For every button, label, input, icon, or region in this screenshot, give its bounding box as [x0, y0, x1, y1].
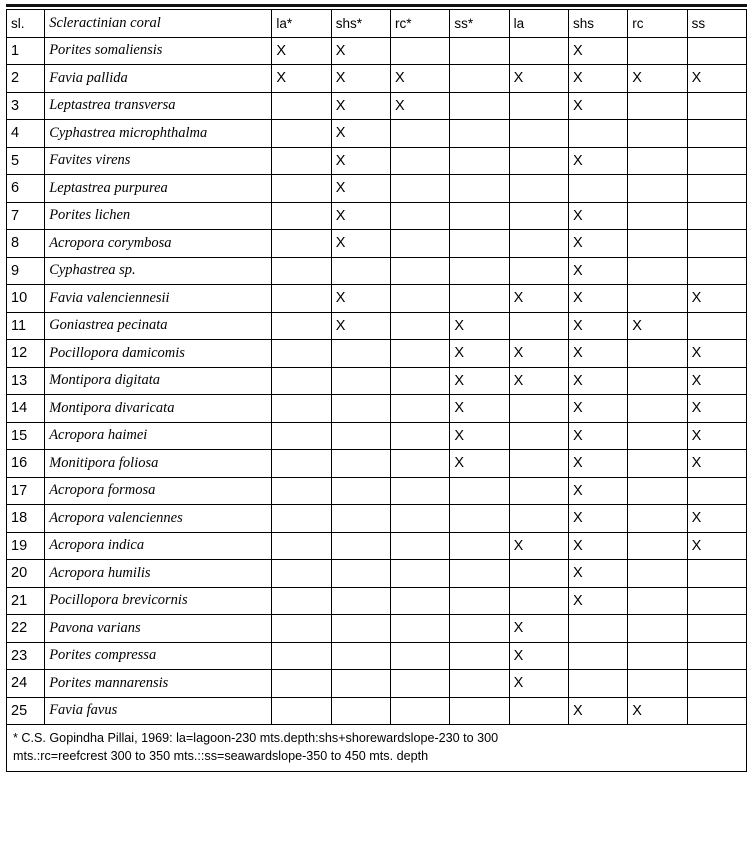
cell-shs-star: X — [331, 285, 390, 313]
table-row — [7, 477, 747, 505]
cell-ss: X — [687, 367, 746, 395]
cell-shs: X — [568, 422, 627, 450]
cell-la-star — [272, 395, 331, 423]
cell-rc — [628, 257, 687, 285]
cell-rc — [628, 587, 687, 615]
table-row — [7, 367, 747, 395]
cell-la: X — [509, 642, 568, 670]
cell-rc-star — [391, 670, 450, 698]
cell-ss-star: X — [450, 367, 509, 395]
cell-rc-star — [391, 450, 450, 478]
table-row — [7, 587, 747, 615]
cell-la-star — [272, 312, 331, 340]
table-row — [7, 285, 747, 313]
row-serial-number: 5 — [7, 147, 45, 175]
cell-ss — [687, 312, 746, 340]
cell-la-star — [272, 202, 331, 230]
cell-ss-star — [450, 120, 509, 148]
cell-ss-star — [450, 477, 509, 505]
table-row — [7, 257, 747, 285]
cell-la: X — [509, 367, 568, 395]
cell-rc-star — [391, 560, 450, 588]
cell-ss — [687, 120, 746, 148]
top-rule — [6, 4, 747, 7]
row-serial-number: 3 — [7, 92, 45, 120]
cell-shs-star — [331, 532, 390, 560]
cell-shs-star — [331, 367, 390, 395]
row-serial-number: 22 — [7, 615, 45, 643]
row-serial-number: 19 — [7, 532, 45, 560]
row-serial-number: 2 — [7, 65, 45, 93]
row-serial-number: 11 — [7, 312, 45, 340]
table-row — [7, 147, 747, 175]
row-serial-number: 10 — [7, 285, 45, 313]
table-row — [7, 92, 747, 120]
row-serial-number: 25 — [7, 697, 45, 725]
cell-shs: X — [568, 560, 627, 588]
cell-ss-star — [450, 92, 509, 120]
table-row — [7, 697, 747, 725]
table-row — [7, 395, 747, 423]
row-serial-number: 14 — [7, 395, 45, 423]
cell-rc — [628, 367, 687, 395]
cell-rc-star — [391, 587, 450, 615]
row-coral-name: Goniastrea pecinata — [45, 312, 272, 340]
cell-shs: X — [568, 37, 627, 65]
column-header-la: la — [509, 10, 568, 38]
cell-shs: X — [568, 230, 627, 258]
cell-shs — [568, 120, 627, 148]
cell-shs-star: X — [331, 120, 390, 148]
cell-ss — [687, 92, 746, 120]
cell-la-star — [272, 120, 331, 148]
cell-ss — [687, 257, 746, 285]
cell-la-star — [272, 477, 331, 505]
cell-rc-star — [391, 532, 450, 560]
cell-ss-star: X — [450, 422, 509, 450]
cell-la: X — [509, 340, 568, 368]
row-serial-number: 18 — [7, 505, 45, 533]
cell-shs: X — [568, 367, 627, 395]
cell-rc-star — [391, 697, 450, 725]
cell-la — [509, 120, 568, 148]
cell-la-star — [272, 147, 331, 175]
cell-rc: X — [628, 697, 687, 725]
cell-shs-star — [331, 340, 390, 368]
cell-shs — [568, 615, 627, 643]
cell-shs-star — [331, 450, 390, 478]
row-serial-number: 4 — [7, 120, 45, 148]
cell-ss: X — [687, 340, 746, 368]
table-row — [7, 642, 747, 670]
cell-rc — [628, 450, 687, 478]
cell-shs: X — [568, 532, 627, 560]
cell-shs-star: X — [331, 230, 390, 258]
row-serial-number: 15 — [7, 422, 45, 450]
cell-la-star — [272, 642, 331, 670]
cell-ss-star — [450, 65, 509, 93]
column-header-rc: rc — [628, 10, 687, 38]
column-header-shs-star: shs* — [331, 10, 390, 38]
cell-shs: X — [568, 395, 627, 423]
cell-shs: X — [568, 312, 627, 340]
cell-la-star — [272, 422, 331, 450]
cell-ss-star: X — [450, 450, 509, 478]
cell-rc-star — [391, 257, 450, 285]
cell-rc — [628, 532, 687, 560]
cell-rc — [628, 147, 687, 175]
cell-shs: X — [568, 202, 627, 230]
cell-ss-star — [450, 230, 509, 258]
row-coral-name: Porites lichen — [45, 202, 272, 230]
cell-la-star — [272, 587, 331, 615]
row-serial-number: 1 — [7, 37, 45, 65]
cell-shs: X — [568, 285, 627, 313]
cell-la — [509, 422, 568, 450]
cell-ss-star — [450, 175, 509, 203]
row-serial-number: 21 — [7, 587, 45, 615]
cell-rc — [628, 505, 687, 533]
cell-rc-star — [391, 340, 450, 368]
cell-shs-star — [331, 642, 390, 670]
row-coral-name: Pocillopora damicomis — [45, 340, 272, 368]
row-coral-name: Cyphastrea sp. — [45, 257, 272, 285]
row-serial-number: 20 — [7, 560, 45, 588]
column-header-rc-star: rc* — [391, 10, 450, 38]
table-row — [7, 450, 747, 478]
cell-ss — [687, 230, 746, 258]
cell-la-star — [272, 615, 331, 643]
cell-ss — [687, 615, 746, 643]
cell-shs: X — [568, 257, 627, 285]
table-row — [7, 532, 747, 560]
cell-shs-star: X — [331, 147, 390, 175]
cell-la — [509, 37, 568, 65]
row-coral-name: Cyphastrea microphthalma — [45, 120, 272, 148]
cell-shs-star — [331, 697, 390, 725]
table-footer — [7, 725, 747, 772]
cell-rc — [628, 285, 687, 313]
cell-ss-star: X — [450, 340, 509, 368]
cell-shs-star: X — [331, 175, 390, 203]
table-row — [7, 422, 747, 450]
cell-shs: X — [568, 505, 627, 533]
cell-rc-star — [391, 285, 450, 313]
table-row — [7, 505, 747, 533]
cell-shs: X — [568, 92, 627, 120]
cell-rc-star: X — [391, 92, 450, 120]
table-row — [7, 65, 747, 93]
cell-shs-star: X — [331, 65, 390, 93]
cell-ss — [687, 560, 746, 588]
row-serial-number: 9 — [7, 257, 45, 285]
cell-ss — [687, 147, 746, 175]
cell-la-star — [272, 257, 331, 285]
row-coral-name: Acropora humilis — [45, 560, 272, 588]
row-coral-name: Favites virens — [45, 147, 272, 175]
row-coral-name: Monitipora foliosa — [45, 450, 272, 478]
footnote-cell — [7, 725, 747, 772]
row-coral-name: Porites compressa — [45, 642, 272, 670]
cell-rc-star — [391, 367, 450, 395]
row-serial-number: 23 — [7, 642, 45, 670]
cell-la — [509, 257, 568, 285]
cell-la — [509, 92, 568, 120]
cell-shs: X — [568, 587, 627, 615]
row-coral-name: Montipora digitata — [45, 367, 272, 395]
cell-shs-star — [331, 395, 390, 423]
cell-rc-star: X — [391, 65, 450, 93]
cell-la — [509, 230, 568, 258]
cell-ss-star — [450, 257, 509, 285]
cell-rc — [628, 642, 687, 670]
cell-ss — [687, 37, 746, 65]
table-row — [7, 312, 747, 340]
cell-ss-star — [450, 505, 509, 533]
cell-rc-star — [391, 505, 450, 533]
cell-rc-star — [391, 477, 450, 505]
row-coral-name: Acropora valenciennes — [45, 505, 272, 533]
cell-shs-star: X — [331, 202, 390, 230]
table-row — [7, 670, 747, 698]
cell-rc — [628, 422, 687, 450]
cell-la-star — [272, 560, 331, 588]
cell-rc — [628, 175, 687, 203]
cell-la-star — [272, 697, 331, 725]
cell-rc — [628, 230, 687, 258]
row-coral-name: Porites somaliensis — [45, 37, 272, 65]
cell-la — [509, 697, 568, 725]
cell-ss-star — [450, 202, 509, 230]
table-header — [7, 10, 747, 38]
cell-la-star — [272, 532, 331, 560]
cell-la-star — [272, 230, 331, 258]
row-serial-number: 24 — [7, 670, 45, 698]
cell-la — [509, 505, 568, 533]
row-serial-number: 12 — [7, 340, 45, 368]
cell-ss-star — [450, 285, 509, 313]
cell-ss: X — [687, 505, 746, 533]
row-coral-name: Pocillopora brevicornis — [45, 587, 272, 615]
column-header-shs: shs — [568, 10, 627, 38]
cell-rc — [628, 560, 687, 588]
cell-ss: X — [687, 285, 746, 313]
cell-rc — [628, 340, 687, 368]
table-row — [7, 37, 747, 65]
cell-rc-star — [391, 615, 450, 643]
cell-ss-star — [450, 697, 509, 725]
cell-ss: X — [687, 65, 746, 93]
row-coral-name: Favia pallida — [45, 65, 272, 93]
cell-shs — [568, 175, 627, 203]
column-header-coral-name: Scleractinian coral — [45, 10, 272, 38]
cell-shs-star: X — [331, 92, 390, 120]
cell-la-star — [272, 670, 331, 698]
footnote-line-2: mts.:rc=reefcrest 300 to 350 mts.::ss=seawardslope-350 to 450 mts. depth — [13, 749, 429, 764]
cell-shs-star — [331, 670, 390, 698]
cell-la: X — [509, 670, 568, 698]
cell-rc-star — [391, 175, 450, 203]
cell-shs-star: X — [331, 312, 390, 340]
cell-la-star — [272, 340, 331, 368]
cell-rc — [628, 615, 687, 643]
cell-rc-star — [391, 422, 450, 450]
cell-shs-star — [331, 422, 390, 450]
cell-rc-star — [391, 120, 450, 148]
cell-rc-star — [391, 642, 450, 670]
cell-rc — [628, 202, 687, 230]
cell-shs-star — [331, 587, 390, 615]
column-header-ss-star: ss* — [450, 10, 509, 38]
cell-ss: X — [687, 395, 746, 423]
cell-shs: X — [568, 340, 627, 368]
column-header-ss: ss — [687, 10, 746, 38]
row-serial-number: 7 — [7, 202, 45, 230]
cell-ss: X — [687, 450, 746, 478]
table-header-row — [7, 10, 747, 38]
cell-rc — [628, 92, 687, 120]
cell-la — [509, 175, 568, 203]
cell-ss — [687, 477, 746, 505]
cell-rc — [628, 670, 687, 698]
cell-la — [509, 560, 568, 588]
row-coral-name: Acropora haimei — [45, 422, 272, 450]
cell-la-star — [272, 367, 331, 395]
cell-ss-star — [450, 37, 509, 65]
cell-la-star — [272, 175, 331, 203]
cell-ss-star — [450, 642, 509, 670]
cell-rc-star — [391, 147, 450, 175]
row-coral-name: Leptastrea transversa — [45, 92, 272, 120]
cell-la-star — [272, 450, 331, 478]
cell-ss — [687, 642, 746, 670]
cell-la-star: X — [272, 37, 331, 65]
table-body — [7, 37, 747, 725]
table-row — [7, 615, 747, 643]
cell-shs-star — [331, 257, 390, 285]
cell-rc — [628, 395, 687, 423]
row-coral-name: Acropora formosa — [45, 477, 272, 505]
cell-la — [509, 450, 568, 478]
cell-rc-star — [391, 37, 450, 65]
cell-ss-star — [450, 615, 509, 643]
cell-shs — [568, 642, 627, 670]
cell-shs: X — [568, 147, 627, 175]
cell-ss-star: X — [450, 312, 509, 340]
cell-ss — [687, 202, 746, 230]
cell-la — [509, 147, 568, 175]
row-coral-name: Porites mannarensis — [45, 670, 272, 698]
footnote-row — [7, 725, 747, 772]
row-coral-name: Montipora divaricata — [45, 395, 272, 423]
cell-rc — [628, 37, 687, 65]
cell-rc: X — [628, 312, 687, 340]
cell-rc — [628, 120, 687, 148]
cell-la-star — [272, 505, 331, 533]
cell-shs-star: X — [331, 37, 390, 65]
cell-la — [509, 202, 568, 230]
footnote-line-1: * C.S. Gopindha Pillai, 1969: la=lagoon-230 mts.depth:shs+shorewardslope-230 to 300 — [13, 731, 499, 745]
cell-shs — [568, 670, 627, 698]
cell-shs-star — [331, 560, 390, 588]
cell-ss-star — [450, 587, 509, 615]
cell-rc: X — [628, 65, 687, 93]
cell-la-star — [272, 285, 331, 313]
column-header-la-star: la* — [272, 10, 331, 38]
cell-ss: X — [687, 532, 746, 560]
table-row — [7, 175, 747, 203]
cell-rc-star — [391, 395, 450, 423]
cell-ss: X — [687, 422, 746, 450]
cell-ss-star — [450, 147, 509, 175]
row-serial-number: 6 — [7, 175, 45, 203]
cell-la: X — [509, 532, 568, 560]
table-row — [7, 230, 747, 258]
row-serial-number: 16 — [7, 450, 45, 478]
cell-la — [509, 587, 568, 615]
cell-ss-star — [450, 560, 509, 588]
cell-ss — [687, 175, 746, 203]
cell-ss — [687, 670, 746, 698]
cell-shs-star — [331, 477, 390, 505]
column-header-sl: sl. — [7, 10, 45, 38]
scleractinian-coral-table — [6, 9, 747, 772]
row-coral-name: Favia valenciennesii — [45, 285, 272, 313]
cell-rc-star — [391, 312, 450, 340]
cell-ss-star — [450, 670, 509, 698]
row-serial-number: 17 — [7, 477, 45, 505]
cell-shs: X — [568, 65, 627, 93]
cell-shs-star — [331, 505, 390, 533]
cell-ss-star — [450, 532, 509, 560]
cell-ss — [687, 587, 746, 615]
row-coral-name: Acropora corymbosa — [45, 230, 272, 258]
cell-la: X — [509, 285, 568, 313]
cell-la: X — [509, 65, 568, 93]
table-row — [7, 120, 747, 148]
cell-la — [509, 477, 568, 505]
cell-rc-star — [391, 230, 450, 258]
table-row — [7, 202, 747, 230]
row-coral-name: Leptastrea purpurea — [45, 175, 272, 203]
row-serial-number: 8 — [7, 230, 45, 258]
cell-la — [509, 312, 568, 340]
table-row — [7, 340, 747, 368]
cell-rc — [628, 477, 687, 505]
cell-rc-star — [391, 202, 450, 230]
cell-shs: X — [568, 450, 627, 478]
table-row — [7, 560, 747, 588]
cell-shs: X — [568, 697, 627, 725]
cell-shs: X — [568, 477, 627, 505]
cell-la-star: X — [272, 65, 331, 93]
cell-la — [509, 395, 568, 423]
row-coral-name: Acropora indica — [45, 532, 272, 560]
cell-la-star — [272, 92, 331, 120]
cell-ss-star: X — [450, 395, 509, 423]
row-coral-name: Pavona varians — [45, 615, 272, 643]
cell-shs-star — [331, 615, 390, 643]
cell-la: X — [509, 615, 568, 643]
row-serial-number: 13 — [7, 367, 45, 395]
row-coral-name: Favia favus — [45, 697, 272, 725]
cell-ss — [687, 697, 746, 725]
